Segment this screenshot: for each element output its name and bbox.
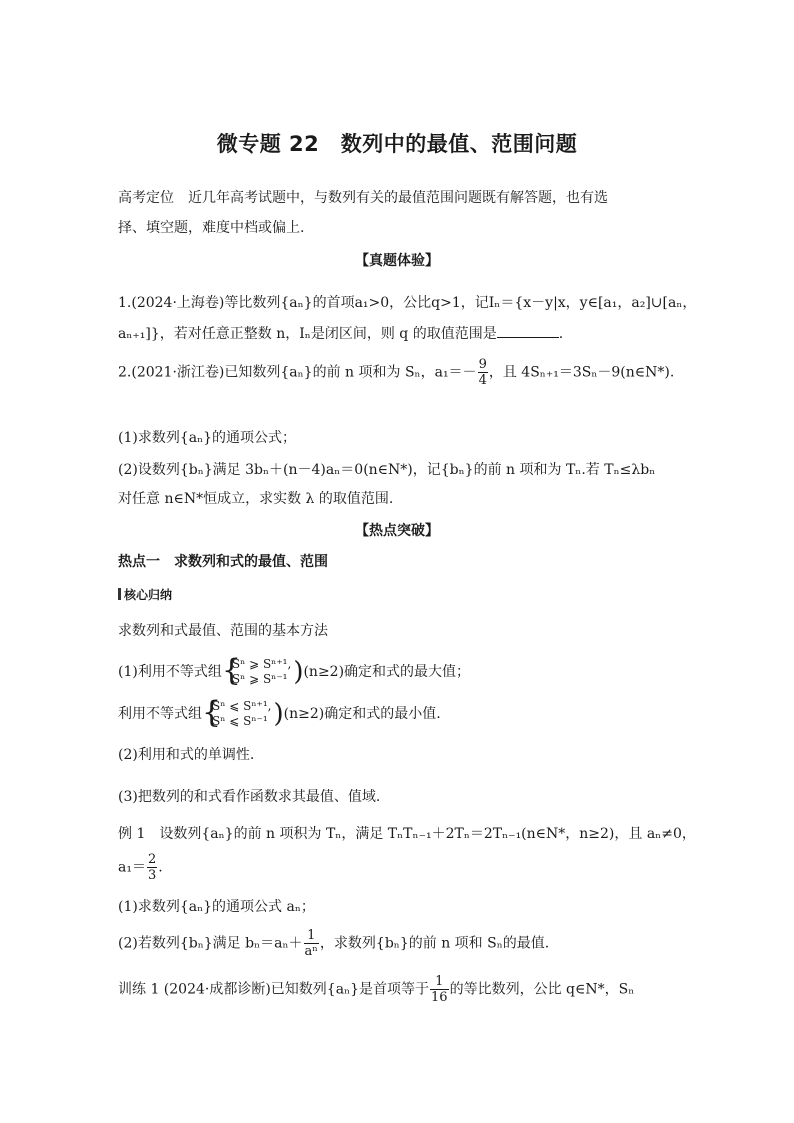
- core-summary-label: [118, 585, 682, 605]
- fraction-nine-quarters: [478, 357, 488, 388]
- section-heading-hot-topics: 【热点突破】: [355, 523, 439, 539]
- fraction-denominator: 3: [147, 868, 157, 883]
- example-1-line-2: [118, 852, 682, 883]
- method-1b-post: (n≥2)确定和式的最小值.: [283, 706, 441, 722]
- training-1-pre: 训练 1 (2024·成都诊断)已知数列{aₙ}是首项等于: [118, 981, 430, 998]
- question-1-text: aₙ₊₁]}，若对任意正整数 n，Iₙ是闭区间，则 q 的取值范围是: [118, 326, 497, 342]
- fraction-numerator: 1: [430, 974, 449, 990]
- method-1-line: [118, 657, 682, 687]
- answer-blank: [497, 325, 559, 338]
- example-1-part-2-pre: (2)若数列{bₙ}满足 bₙ＝aₙ＋: [118, 935, 303, 952]
- example-1-part-1: (1)求数列{aₙ}的通项公式 aₙ；: [118, 899, 315, 915]
- system-top-row: { Sⁿ ⩽ Sⁿ⁺¹,: [212, 699, 272, 713]
- core-summary-text: 核心归纳: [124, 588, 173, 602]
- fraction-numerator: 1: [304, 928, 319, 944]
- system-close-paren: ): [273, 699, 284, 729]
- intro-line-1: 高考定位 近几年高考试题中，与数列有关的最值范围问题既有解答题，也有选: [118, 190, 608, 206]
- inequality-system-max: [222, 657, 291, 687]
- system-close-paren: ): [293, 657, 304, 687]
- training-1-line-1: [118, 974, 682, 1005]
- system-bottom-row: Sⁿ ⩽ Sⁿ⁻¹: [212, 714, 268, 728]
- question-1-line-2: [118, 324, 682, 344]
- method-1b-line: [118, 699, 682, 729]
- example-1-line-1: 例 1 设数列{aₙ}的前 n 项积为 Tₙ，满足 TₙTₙ₋₁＋2Tₙ＝2Tₙ₋₁(n∈N*，n≥2)，且 aₙ≠0，: [118, 826, 696, 842]
- question-1-period: .: [558, 326, 564, 342]
- method-2-line: (2)利用和式的单调性.: [118, 747, 255, 763]
- example-1-a1: a₁＝: [118, 859, 146, 876]
- method-1-pre: (1)利用不等式组: [118, 664, 222, 680]
- fraction-one-over-a: [304, 928, 319, 959]
- training-1-post: 的等比数列，公比 q∈N*，Sₙ: [449, 981, 635, 998]
- core-summary-marker: [118, 588, 121, 600]
- fraction-one-sixteenth: [430, 974, 449, 1005]
- method-3-line: (3)把数列的和式看作函数求其最值、值域.: [118, 789, 381, 805]
- system-top-row: { Sⁿ ⩾ Sⁿ⁺¹,: [231, 657, 292, 671]
- question-2-part-1: (1)求数列{aₙ}的通项公式；: [118, 430, 297, 446]
- hot-topic-1-heading: 热点一 求数列和式的最值、范围: [118, 554, 328, 570]
- page-title: 微专题 22 数列中的最值、范围问题: [216, 132, 578, 156]
- fraction-denominator: aⁿ: [304, 944, 318, 959]
- example-1-part-2: [118, 928, 682, 959]
- fraction-two-thirds: [147, 852, 157, 883]
- method-1-post: (n≥2)确定和式的最大值；: [303, 664, 471, 680]
- fraction-denominator: 16: [431, 990, 448, 1005]
- method-title: 求数列和式最值、范围的基本方法: [118, 623, 328, 639]
- inequality-system-min: [202, 699, 271, 729]
- question-2-part-2-line-1: (2)设数列{bₙ}满足 3bₙ＋(n－4)aₙ＝0(n∈N*)，记{bₙ}的前 n 项和为 Tₙ.若 Tₙ≤λbₙ: [118, 462, 656, 478]
- question-2-text-post: ，且 4Sₙ₊₁＝3Sₙ－9(n∈N*).: [488, 364, 675, 381]
- example-1-part-2-post: ，求数列{bₙ}的前 n 项和 Sₙ的最值.: [319, 935, 550, 952]
- question-2-part-2-line-2: 对任意 n∈N*恒成立，求实数 λ 的取值范围.: [118, 491, 394, 507]
- section-heading-real-exam: 【真题体验】: [355, 253, 439, 269]
- example-1-period: .: [158, 859, 163, 876]
- system-bottom-row: Sⁿ ⩾ Sⁿ⁻¹: [231, 672, 288, 686]
- fraction-numerator: 2: [147, 852, 157, 867]
- intro-line-2: 择、填空题，难度中档或偏上.: [118, 220, 305, 236]
- question-1-line-1: 1.(2024·上海卷)等比数列{aₙ}的首项a₁>0，公比q>1，记Iₙ＝{x－y|x，y∈[a₁，a₂]∪[aₙ，: [118, 295, 697, 311]
- fraction-denominator: 4: [478, 373, 487, 388]
- question-2-text-pre: 2.(2021·浙江卷)已知数列{aₙ}的前 n 项和为 Sₙ，a₁＝－: [118, 364, 477, 381]
- method-1b-pre: 利用不等式组: [118, 706, 202, 722]
- fraction-numerator: 9: [478, 357, 487, 372]
- question-2-line-1: [118, 357, 682, 388]
